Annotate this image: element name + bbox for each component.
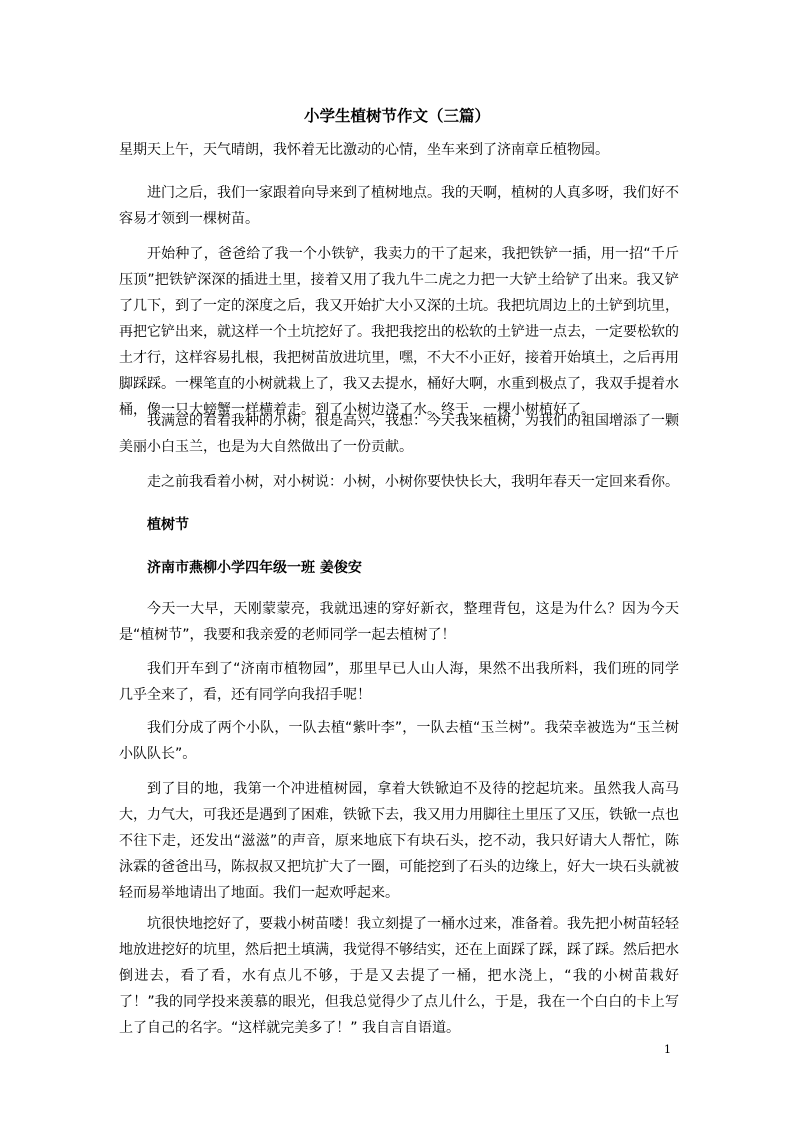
paragraph: 我们分成了两个小队，一队去植“紫叶李”，一队去植“玉兰树”。我荣幸被选为“玉兰树小队队长”。 <box>119 720 679 762</box>
page-number: 1 <box>664 1043 671 1056</box>
author-line: 济南市燕柳小学四年级一班 姜俊安 <box>147 560 362 576</box>
paragraph: 坑很快地挖好了，要栽小树苗喽！我立刻提了一桶水过来，准备着。我先把小树苗轻轻地放进挖好的坑里，然后把土填满，我觉得不够结实，还在上面踩了踩，踩了踩。然后把水倒进去，看了看，水有点儿不够，于是又去提了一桶，把水浇上，“我的小树苗栽好了！”我的同学投来羡慕的眼光，但我总觉得少了点儿什么，于是，我在一个白白的卡上写上了自己的名字。“这样就完美多了！” 我自言自语道。 <box>119 916 679 1036</box>
paragraph: 走之前我看着小树，对小树说：小树，小树你要快快长大，我明年春天一定回来看你。 <box>147 474 679 490</box>
paragraph: 我们开车到了“济南市植物园”，那里早已人山人海，果然不出我所料，我们班的同学几乎全来了，看，还有同学向我招手呢！ <box>119 661 679 703</box>
paragraph: 今天一大早，天刚蒙蒙亮，我就迅速的穿好新衣，整理背包，这是为什么？因为今天是“植树节”，我要和我亲爱的老师同学一起去植树了！ <box>119 601 679 643</box>
paragraph-intro: 星期天上午，天气晴朗，我怀着无比激动的心情，坐车来到了济南章丘植物园。 <box>119 142 609 158</box>
document-title: 小学生植树节作文（三篇） <box>303 106 490 125</box>
section-heading: 植树节 <box>147 517 189 533</box>
paragraph: 进门之后，我们一家跟着向导来到了植树地点。我的天啊，植树的人真多呀，我们好不容易才领到一棵树苗。 <box>119 185 679 227</box>
paragraph: 我满意的看着我种的小树，很是高兴，我想：今天我来植树，为我们的祖国增添了一颗美丽小白玉兰，也是为大自然做出了一份贡献。 <box>119 413 679 455</box>
paragraph: 到了目的地，我第一个冲进植树园，拿着大铁锨迫不及待的挖起坑来。虽然我人高马大，力气大，可我还是遇到了困难，铁锨下去，我又用力用脚往土里压了又压，铁锨一点也不往下走，还发出“滋滋”的声音，原来地底下有块石头，挖不动，我只好请大人帮忙，陈泳霖的爸爸出马，陈叔叔又把坑扩大了一圈，可能挖到了石头的边缘上，好大一块石头就被轻而易举地请出了地面。我们一起欢呼起来。 <box>119 781 679 901</box>
paragraph: 开始种了，爸爸给了我一个小铁铲，我卖力的干了起来，我把铁铲一插，用一招“千斤压顶”把铁铲深深的插进土里，接着又用了我九牛二虎之力把一大铲土给铲了出来。我又铲了几下，到了一定的深度之后，我又开始扩大小又深的土坑。我把坑周边上的土铲到坑里，再把它铲出来，就这样一个土坑挖好了。我把我挖出的松软的土铲进一点去，一定要松软的土才行，这样容易扎根，我把树苗放进坑里，嘿，不大不小正好，接着开始填土，之后再用脚踩踩。一棵笔直的小树就栽上了，我又去提水，桶好大啊，水重到极点了，我双手提着水桶，像一只大螃蟹一样横着走。到了小树边浇了水。终于，一棵小树植好了。 <box>119 246 679 418</box>
